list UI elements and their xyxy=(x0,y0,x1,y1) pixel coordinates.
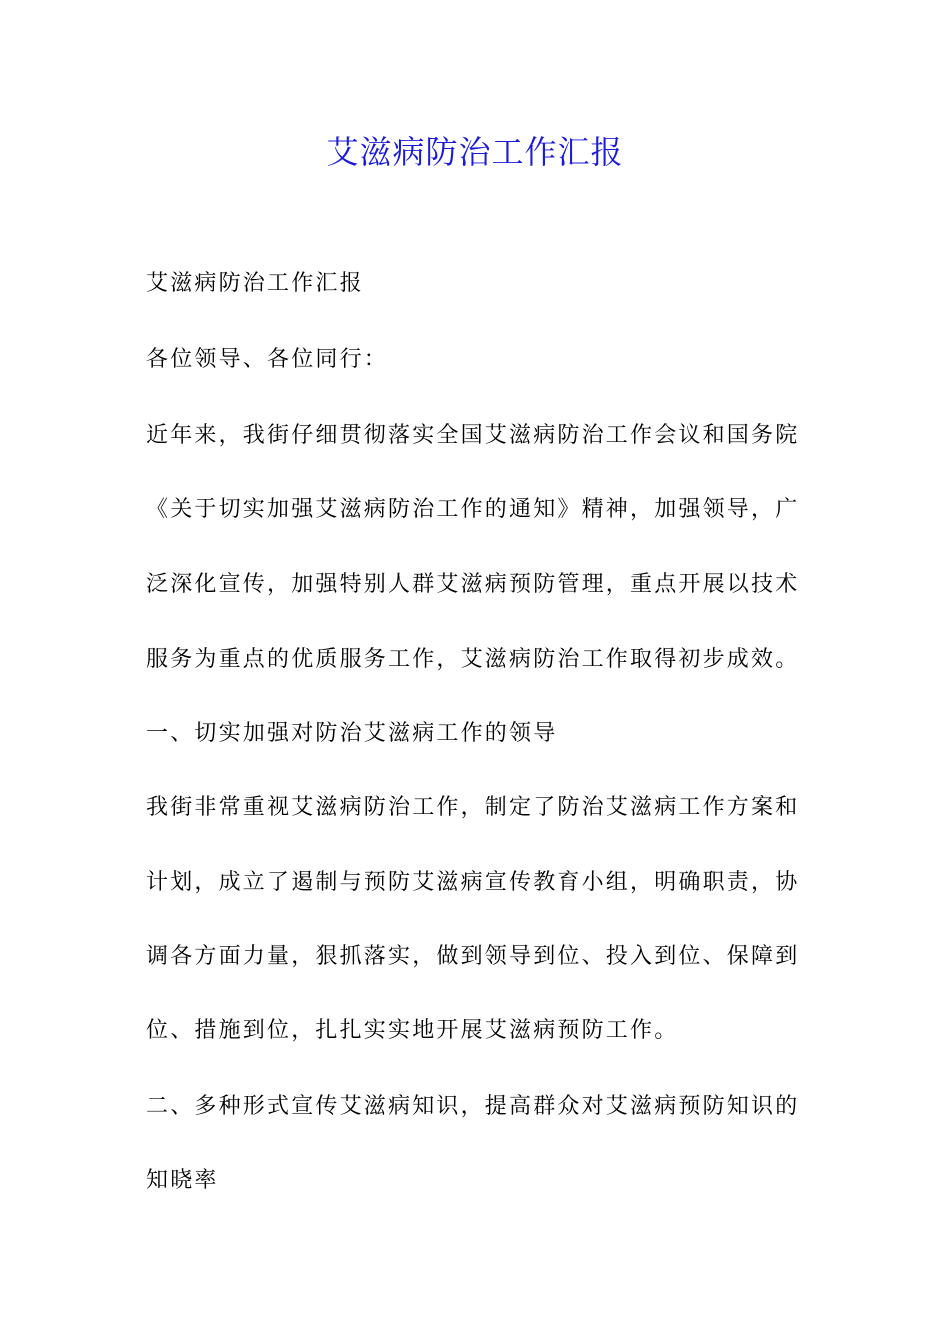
text-line-section1-4: 位、措施到位，扎扎实实地开展艾滋病预防工作。 xyxy=(146,1018,679,1043)
text-line-section1-3: 调各方面力量，狠抓落实，做到领导到位、投入到位、保障到 xyxy=(146,944,800,969)
section-heading-2: 二、多种形式宣传艾滋病知识，提高群众对艾滋病预防知识的 xyxy=(146,1094,800,1119)
text-line-intro-3: 泛深化宣传，加强特别人群艾滋病预防管理，重点开展以技术 xyxy=(146,572,800,597)
document-title: 艾滋病防治工作汇报 xyxy=(326,133,624,171)
text-line-intro-1: 近年来，我街仔细贯彻落实全国艾滋病防治工作会议和国务院 xyxy=(146,423,800,448)
text-line-subtitle: 艾滋病防治工作汇报 xyxy=(146,271,364,296)
text-line-greeting: 各位领导、各位同行： xyxy=(146,347,389,372)
section-heading-1: 一、切实加强对防治艾滋病工作的领导 xyxy=(146,721,558,746)
text-line-section1-2: 计划，成立了遏制与预防艾滋病宣传教育小组，明确职责，协 xyxy=(146,870,800,895)
text-line-intro-4: 服务为重点的优质服务工作，艾滋病防治工作取得初步成效。 xyxy=(146,647,800,672)
section-heading-2-cont: 知晓率 xyxy=(146,1168,219,1193)
text-line-section1-1: 我街非常重视艾滋病防治工作，制定了防治艾滋病工作方案和 xyxy=(146,795,800,820)
text-line-intro-2: 《关于切实加强艾滋病防治工作的通知》精神，加强领导，广 xyxy=(146,497,800,522)
